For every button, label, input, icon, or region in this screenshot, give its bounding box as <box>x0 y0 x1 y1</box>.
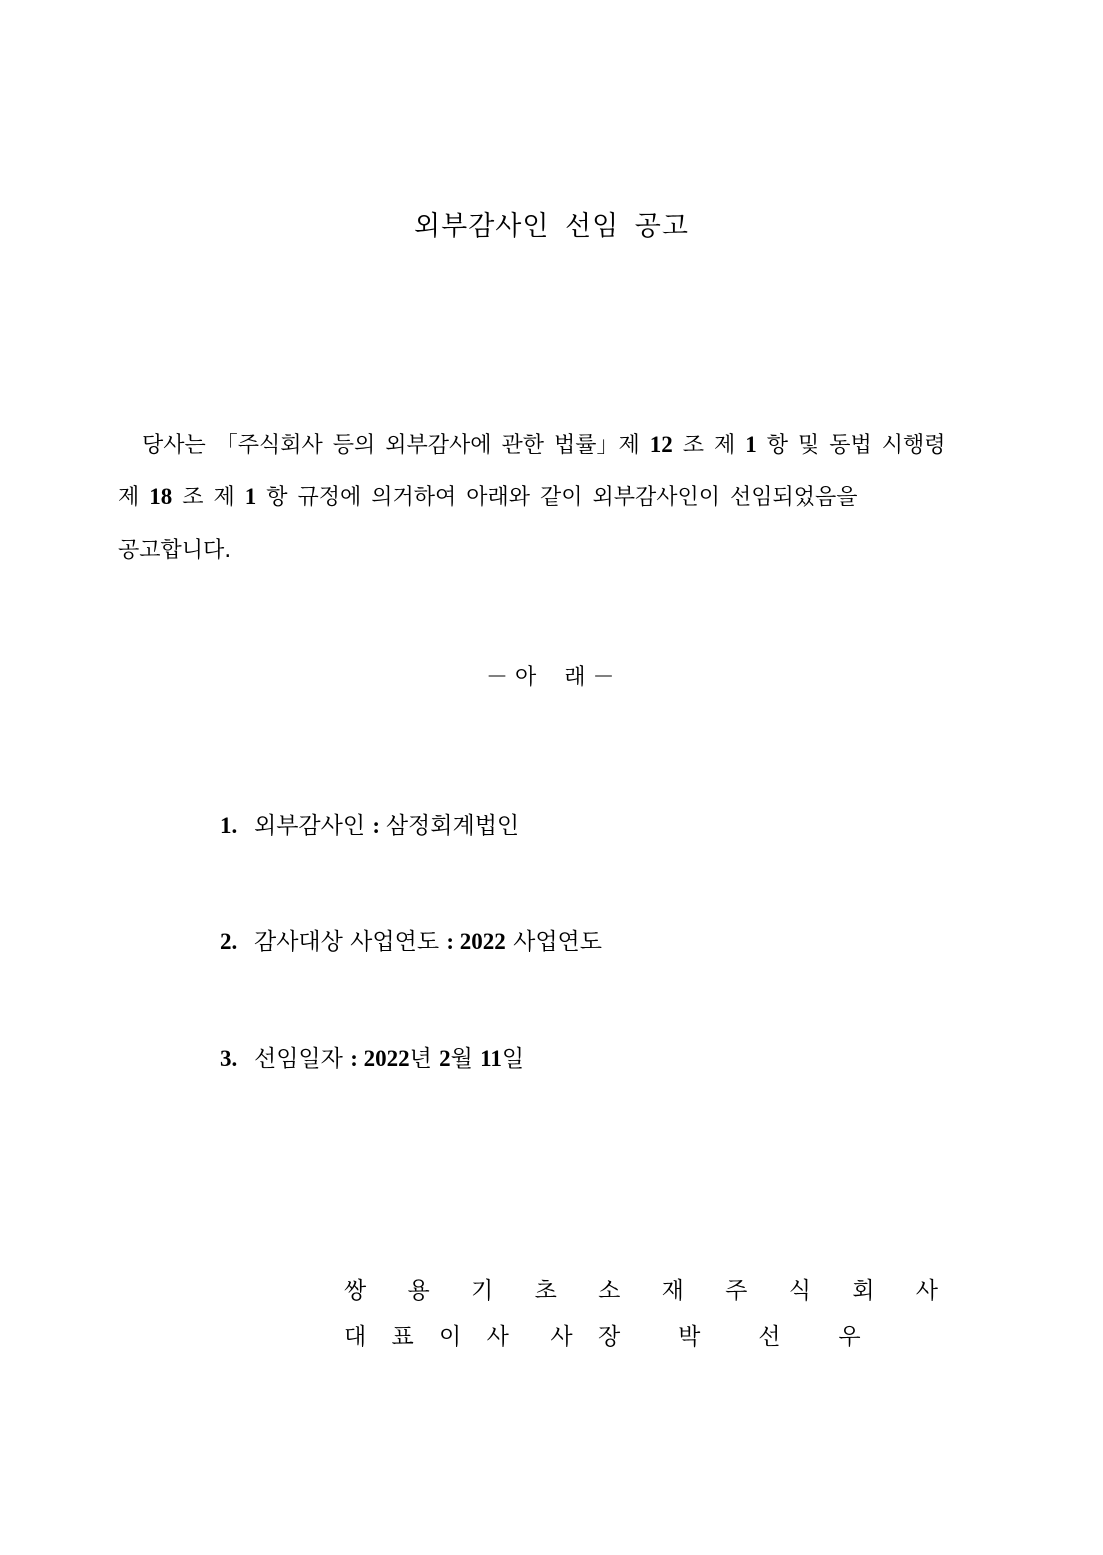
body-line-2: 제 18 조 제 1 항 규정에 의거하여 아래와 같이 외부감사인이 선임되었음을 <box>118 484 858 510</box>
item-number: 3. <box>220 1046 238 1071</box>
list-item: 2. 감사대상 사업연도 : 2022 사업연도 <box>220 929 602 955</box>
representative-name: 대 표 이 사 사 장 박 선 우 <box>344 1324 870 1350</box>
below-heading: － 아 래 － <box>486 665 615 690</box>
company-name: 쌍 용 기 초 소 재 주 식 회 사 <box>344 1278 955 1304</box>
item-number: 2. <box>220 929 238 954</box>
item-value: 사업연도 <box>505 929 602 955</box>
list-item: 1. 외부감사인 : 삼정회계법인 <box>220 813 520 839</box>
list-item: 3. 선임일자 : 2022년 2월 11일 <box>220 1046 525 1072</box>
item-value-number: 2022 <box>459 929 506 954</box>
item-number: 1. <box>220 813 238 838</box>
date-day: 11 <box>480 1046 502 1071</box>
body-line-1: 당사는 「주식회사 등의 외부감사에 관한 법률」제 12 조 제 1 항 및 동법 시행령 <box>142 432 946 458</box>
document-title: 외부감사인 선임 공고 <box>414 211 689 242</box>
item-label: 외부감사인 <box>254 813 373 839</box>
item-value: 삼정회계법인 <box>385 813 520 839</box>
body-line-3: 공고합니다. <box>118 538 232 563</box>
date-month: 2 <box>439 1046 451 1071</box>
item-label: 감사대상 사업연도 <box>254 929 447 955</box>
date-year: 2022 <box>363 1046 410 1071</box>
item-label: 선임일자 <box>254 1046 351 1072</box>
